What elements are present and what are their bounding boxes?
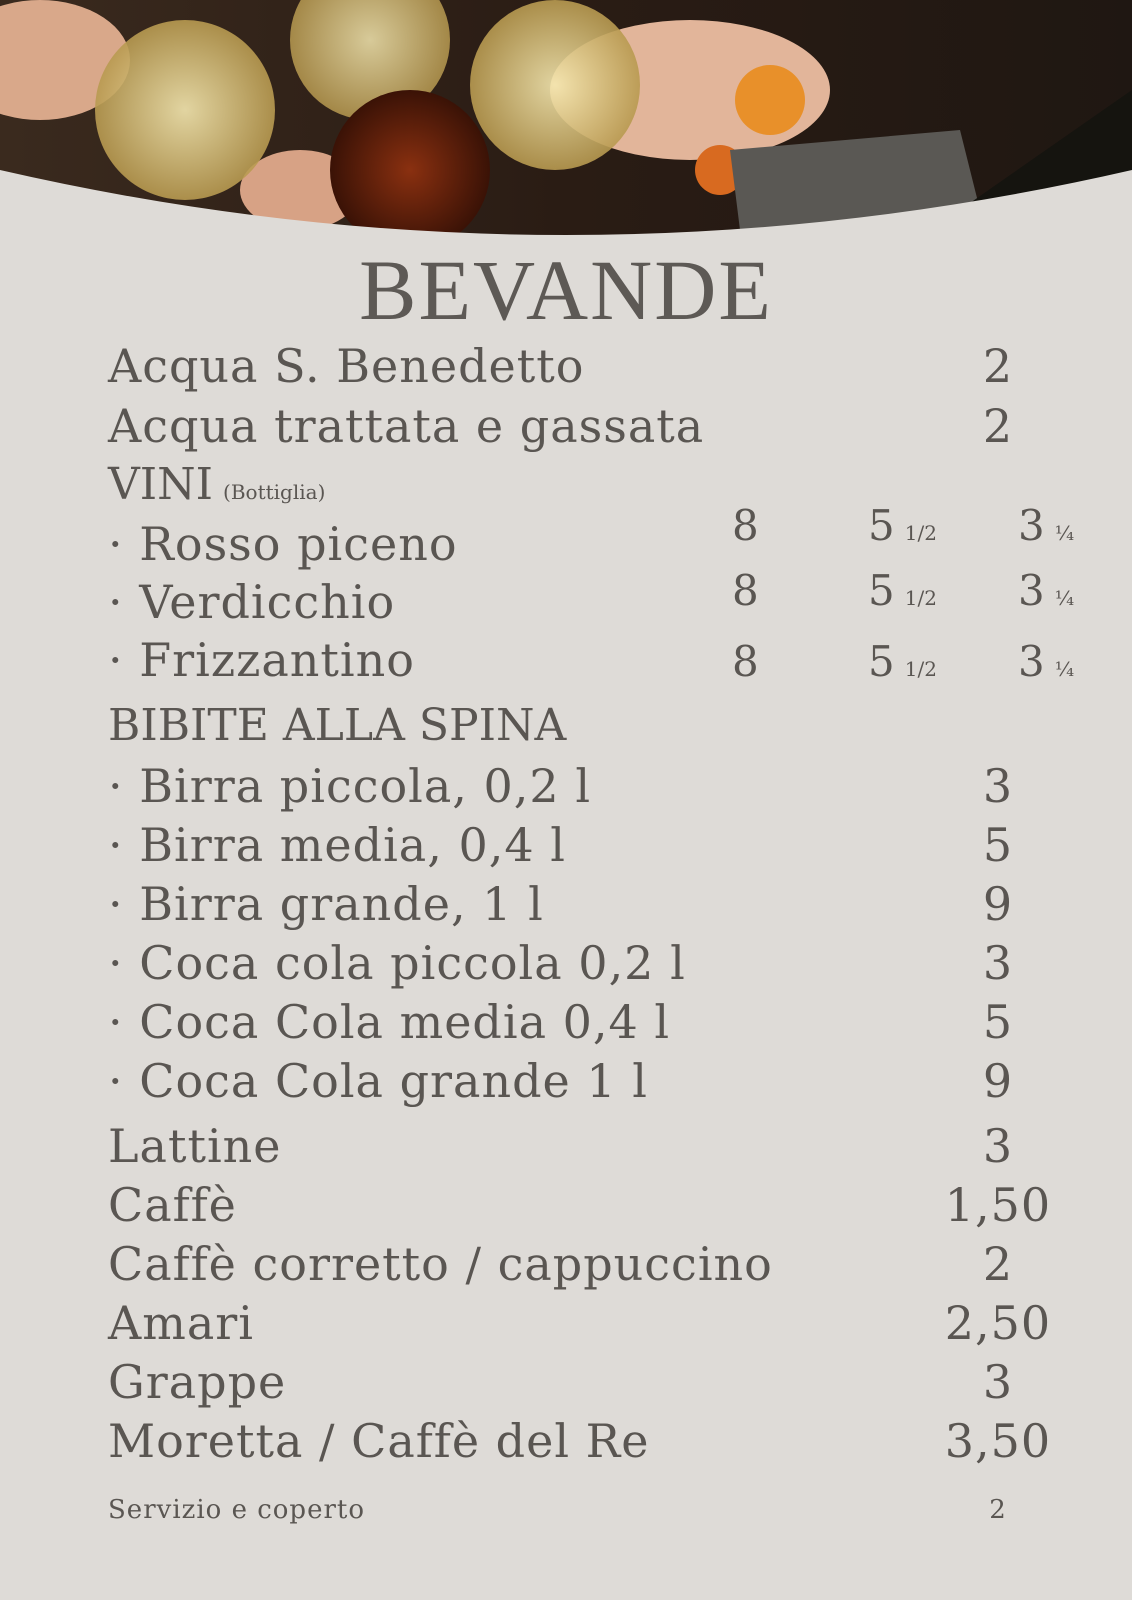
menu-item <box>108 1234 1068 1294</box>
menu-item <box>108 396 1068 456</box>
menu-item <box>108 1175 1068 1235</box>
item-price: 3 <box>982 1355 1014 1409</box>
item-price: 9 <box>982 877 1014 931</box>
item-name: · Birra piccola, 0,2 l <box>108 759 592 813</box>
wine-price-half: 5 1/2 <box>868 566 937 615</box>
menu-item <box>108 336 1068 396</box>
menu-item <box>108 1116 1068 1176</box>
item-price: 9 <box>982 1054 1014 1108</box>
hero-image <box>0 0 1132 250</box>
menu-item <box>108 815 1068 875</box>
menu-item <box>108 1411 1068 1471</box>
wine-price-bottle: 8 <box>732 566 759 615</box>
item-name: · Coca Cola media 0,4 l <box>108 995 671 1049</box>
item-name: Acqua trattata e gassata <box>108 399 705 453</box>
item-name: Acqua S. Benedetto <box>108 339 585 393</box>
wine-price-quarter: 3 ¼ <box>1018 501 1075 550</box>
item-name: Lattine <box>108 1119 282 1173</box>
item-name: Amari <box>108 1296 254 1350</box>
section-sub: (Bottiglia) <box>223 480 326 504</box>
menu-item <box>108 992 1068 1052</box>
section-label: BIBITE ALLA SPINA <box>108 700 567 751</box>
wine-price-half: 5 1/2 <box>868 501 937 550</box>
item-name: · Birra grande, 1 l <box>108 877 544 931</box>
item-name: · Verdicchio <box>108 575 396 629</box>
wine-price-bottle: 8 <box>732 501 759 550</box>
item-name: Caffè corretto / cappuccino <box>108 1237 773 1291</box>
item-name: · Coca cola piccola 0,2 l <box>108 936 686 990</box>
item-price: 3 <box>982 936 1014 990</box>
service-charge <box>108 1480 1068 1540</box>
item-price: 2 <box>982 399 1014 453</box>
section-label: VINI <box>108 459 214 510</box>
item-price: 2,50 <box>944 1296 1052 1350</box>
item-price: 5 <box>982 995 1014 1049</box>
menu-item <box>108 756 1068 816</box>
item-name: · Rosso piceno <box>108 517 458 571</box>
hero-photo <box>0 0 1132 250</box>
item-price: 3,50 <box>944 1414 1052 1468</box>
wine-price-quarter: 3 ¼ <box>1018 637 1075 686</box>
item-name: Moretta / Caffè del Re <box>108 1414 650 1468</box>
menu-title: BEVANDE <box>359 242 773 338</box>
menu-item <box>108 1051 1068 1111</box>
item-price: 2 <box>982 339 1014 393</box>
item-name: Servizio e coperto <box>108 1495 365 1525</box>
item-price: 2 <box>982 1237 1014 1291</box>
item-name: Grappe <box>108 1355 287 1409</box>
item-name: · Birra media, 0,4 l <box>108 818 566 872</box>
item-price: 2 <box>989 1495 1007 1525</box>
item-name: Caffè <box>108 1178 237 1232</box>
wine-price-half: 5 1/2 <box>868 637 937 686</box>
menu-item <box>108 933 1068 993</box>
wine-price-bottle: 8 <box>732 637 759 686</box>
menu-item <box>108 1352 1068 1412</box>
item-name: · Frizzantino <box>108 633 415 687</box>
menu-item <box>108 1293 1068 1353</box>
item-name: · Coca Cola grande 1 l <box>108 1054 648 1108</box>
item-price: 3 <box>982 1119 1014 1173</box>
menu-item <box>108 874 1068 934</box>
wine-price-quarter: 3 ¼ <box>1018 566 1075 615</box>
item-price: 1,50 <box>944 1178 1052 1232</box>
item-price: 3 <box>982 759 1014 813</box>
section-spina <box>108 696 1068 756</box>
item-price: 5 <box>982 818 1014 872</box>
